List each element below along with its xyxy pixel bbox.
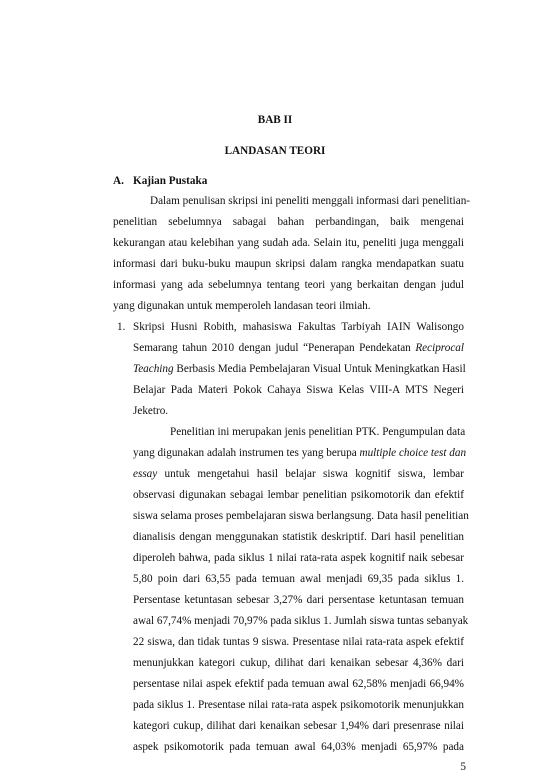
body-line: 22 siswa, dan tidak tuntas 9 siswa. Presentase nilai rata-rata aspek efektif [133,636,464,648]
list-item-line [133,362,464,376]
text-span: untuk mengetahui hasil belajar siswa kognitif siswa, lembar [157,468,464,480]
intro-line: informasi dari buku-buku maupun skripsi dalam rangka mendapatkan suatu [113,258,464,270]
intro-line: informasi yang ada sebelumnya tentang teori yang berkaitan dengan judul [113,279,464,291]
section-marker: A. [113,175,124,187]
body-line: Persentase ketuntasan sebesar 3,27% dari persentase ketuntasan temuan [133,594,464,606]
body-line: diperoleh bahwa, pada siklus 1 nilai rata-rata aspek kognitif naik sebesar [133,552,464,564]
text-span: Berbasis Media Pembelajaran Visual Untuk Meningkatkan Hasil [173,363,466,375]
intro-line: yang digunakan untuk memperoleh landasan teori ilmiah. [113,300,371,312]
body-line: persentase nilai aspek efektif pada temuan awal 62,58% menjadi 66,94% [133,678,464,690]
text-span: Semarang tahun 2010 dengan judul “Penerapan Pendekatan [133,342,416,354]
list-number: 1. [117,321,126,333]
list-item-line [133,341,464,355]
body-line: menunjukkan kategori cukup, dilihat dari kenaikan sebesar 4,36% dari [133,657,464,669]
body-line: Penelitian ini merupakan jenis penelitian PTK. Pengumpulan data [170,426,466,438]
chapter-label: BAB II [257,114,293,126]
body-line [133,446,467,460]
body-line: awal 67,74% menjadi 70,97% pada siklus 1. Jumlah siswa tuntas sebanyak [133,615,469,627]
section-heading: Kajian Pustaka [133,175,208,187]
intro-line: Dalam penulisan skripsi ini peneliti menggali informasi dari penelitian- [150,195,471,207]
body-line: siswa selama proses pembelajaran siswa berlangsung. Data hasil penelitian [133,510,469,522]
italic-term: multiple choice test dan [359,447,467,459]
intro-line: kekurangan atau kelebihan yang sudah ada. Selain itu, peneliti juga menggali [113,237,464,249]
intro-line: penelitian sebelumnya sabagai bahan perbandingan, baik mengenai [113,216,464,228]
body-line: observasi digunakan sebagai lembar penelitian psikomotorik dan efektif [133,489,464,501]
page-number: 5 [460,761,466,773]
text-span: yang digunakan adalah instrumen tes yang berupa [133,447,360,459]
italic-term: Teaching [133,363,174,375]
body-line: dianalisis dengan menggunakan statistik deskriptif. Dari hasil penelitian [133,531,464,543]
body-line: pada siklus 1. Presentase nilai rata-rata aspek psikomotorik menunjukkan [133,699,464,711]
body-line: 5,80 poin dari 63,55 pada temuan awal menjadi 69,35 pada siklus 1. [133,573,464,585]
italic-term: essay [133,468,158,480]
body-line [133,467,464,481]
list-item-line: Skripsi Husni Robith, mahasiswa Fakultas Tarbiyah IAIN Walisongo [133,321,464,333]
list-item-line: Belajar Pada Materi Pokok Cahaya Siswa Kelas VIII-A MTS Negeri [133,384,464,396]
italic-term: Reciprocal [415,342,464,354]
body-line: kategori cukup, dilihat dari kenaikan sebesar 1,94% dari presenrase nilai [133,720,464,732]
body-line: aspek psikomotorik pada temuan awal 64,03% menjadi 65,97% pada [133,741,464,753]
chapter-title: LANDASAN TEORI [224,145,326,157]
list-item-line: Jeketro. [133,405,169,417]
